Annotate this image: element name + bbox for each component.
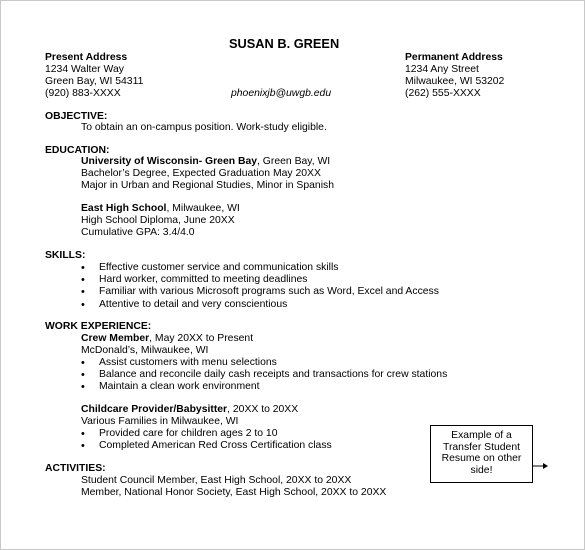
job1-line1 [81,333,253,345]
school2-gpa: Cumulative GPA: 3.4/4.0 [81,227,195,238]
objective-heading: OBJECTIVE: [45,111,108,122]
education-heading: EDUCATION: [45,145,110,156]
note-line: side! [470,464,493,476]
list-item: • Balance and reconcile daily cash receipts and transactions for crew stations [81,369,447,381]
list-item: • Maintain a clean work environment [81,381,447,393]
right-arrow-icon [533,462,549,470]
school1-name: University of Wisconsin- Green Bay [81,156,258,167]
job2-dates: , 20XX to 20XX [227,404,299,415]
job2-title: Childcare Provider/Babysitter [81,404,228,415]
skills-heading: SKILLS: [45,250,86,261]
present-street: 1234 Walter Way [45,64,124,75]
school2-name: East High School [81,203,167,214]
present-address-title: Present Address [45,52,128,63]
permanent-address-title: Permanent Address [405,52,503,63]
objective-text: To obtain an on-campus position. Work-study eligible. [81,122,327,133]
list-item: • Completed American Red Cross Certification class [81,440,332,452]
school2-line1 [81,203,240,215]
note-line: Example of a [451,430,512,441]
list-item: • Provided care for children ages 2 to 10 [81,428,332,440]
job1-dates: , May 20XX to Present [149,333,254,344]
list-item: • Effective customer service and communication skills [81,262,439,274]
work-heading: WORK EXPERIENCE: [45,321,152,332]
note-line: Transfer Student [442,441,520,453]
job1-employer: McDonald’s, Milwaukee, WI [81,345,209,356]
school1-location: , Green Bay, WI [257,156,331,167]
list-item: • Assist customers with menu selections [81,357,447,369]
permanent-phone: (262) 555-XXXX [405,88,481,99]
school2-diploma: High School Diploma, June 20XX [81,215,235,226]
permanent-city: Milwaukee, WI 53202 [405,76,505,87]
school1-line1 [81,156,330,168]
permanent-street: 1234 Any Street [405,64,479,75]
transfer-note-box [430,425,533,483]
skills-list [81,262,439,311]
note-line: Resume on other [441,453,522,465]
activity-item: Member, National Honor Society, East High School, 20XX to 20XX [81,487,387,498]
job1-duties [81,357,447,394]
email-address: phoenixjb@uwgb.edu [231,88,332,99]
job2-duties [81,428,332,452]
activity-item: Student Council Member, East High School, 20XX to 20XX [81,475,352,486]
school1-major: Major in Urban and Regional Studies, Minor in Spanish [81,180,334,191]
present-phone: (920) 883-XXXX [45,88,121,99]
resume-name: SUSAN B. GREEN [229,36,340,51]
job1-title: Crew Member [81,333,150,344]
present-city: Green Bay, WI 54311 [45,76,144,87]
activities-heading: ACTIVITIES: [45,463,106,474]
list-item: • Attentive to detail and very conscientious [81,299,439,311]
job2-line1 [81,404,298,416]
job2-employer: Various Families in Milwaukee, WI [81,416,239,427]
school1-degree: Bachelor’s Degree, Expected Graduation May 20XX [81,168,321,179]
school2-location: , Milwaukee, WI [166,203,240,214]
list-item: • Familiar with various Microsoft programs such as Word, Excel and Access [81,286,439,298]
list-item: • Hard worker, committed to meeting deadlines [81,274,439,286]
